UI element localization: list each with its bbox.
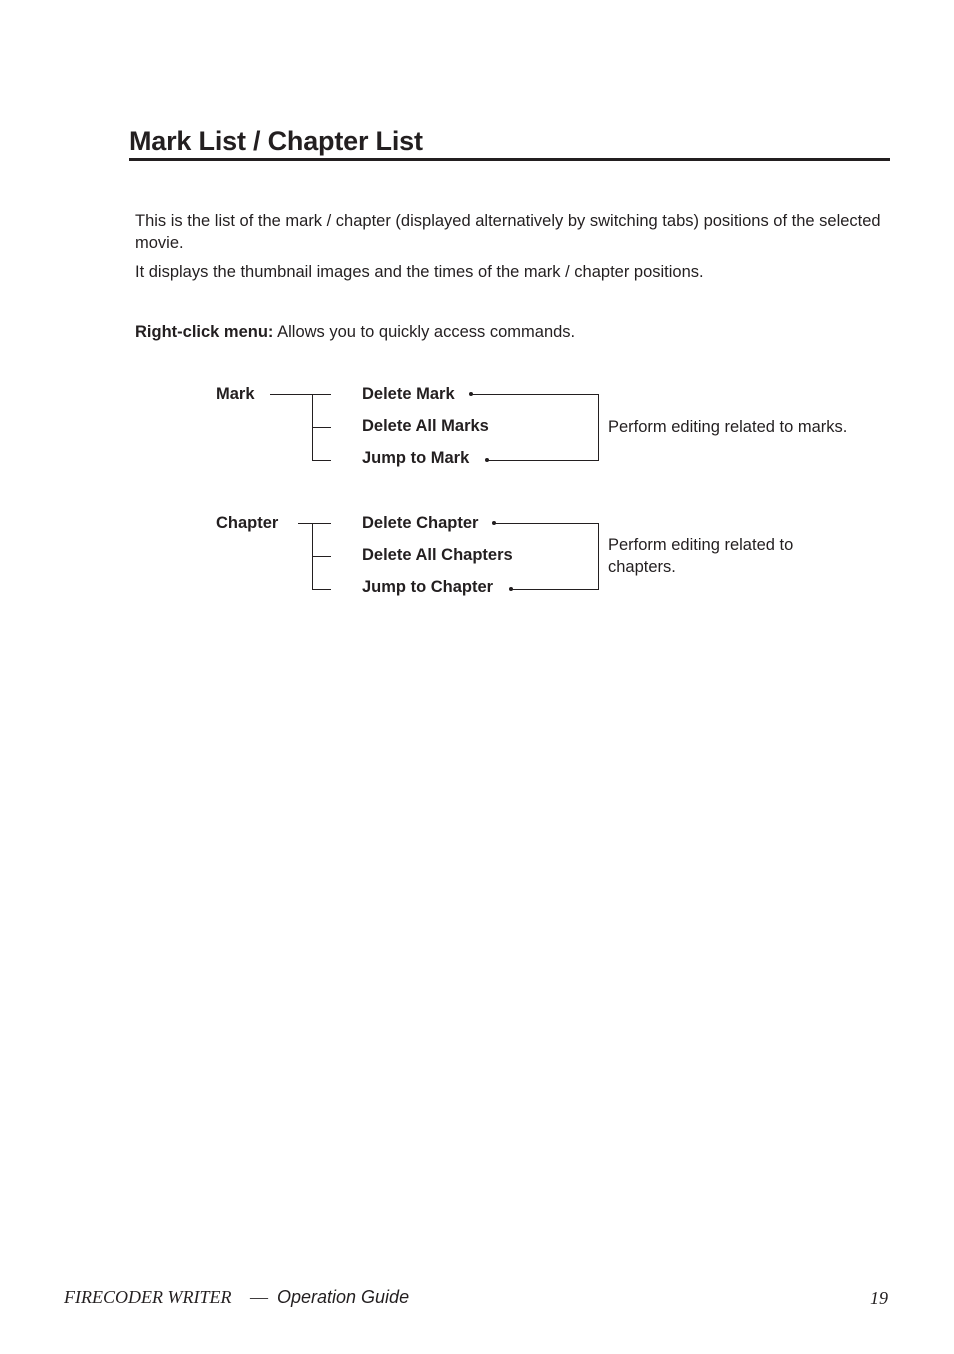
chapter-description: Perform editing related to chapters.: [608, 536, 794, 576]
chapter-branch-2: [312, 556, 331, 557]
title-underline: [129, 158, 890, 161]
chapter-bracket-side: [598, 523, 599, 590]
chapter-label: Chapter: [216, 514, 279, 532]
menu-item-delete-all-marks: Delete All Marks: [362, 417, 489, 435]
menu-item-delete-mark: Delete Mark: [362, 385, 455, 403]
intro-paragraph-2: It displays the thumbnail images and the times of the mark / chapter positions.: [135, 263, 704, 281]
mark-connector: [270, 394, 312, 395]
chapter-bracket-top: [494, 523, 599, 524]
footer-dash: —: [250, 1287, 268, 1307]
mark-bracket-top: [471, 394, 599, 395]
menu-item-delete-all-chapters: Delete All Chapters: [362, 546, 513, 564]
right-click-label: Right-click menu:: [135, 323, 274, 341]
mark-bracket-bottom: [487, 460, 599, 461]
footer-product-name: FIRECODER WRITER: [64, 1287, 232, 1307]
menu-item-delete-chapter: Delete Chapter: [362, 514, 479, 532]
right-click-paragraph: [135, 321, 895, 343]
mark-description: Perform editing related to marks.: [608, 418, 848, 436]
footer-guide-title: Operation Guide: [277, 1287, 410, 1307]
chapter-branch-1: [312, 523, 331, 524]
menu-item-jump-to-mark: Jump to Mark: [362, 449, 470, 467]
chapter-branch-3: [312, 589, 331, 590]
intro-paragraph-1: This is the list of the mark / chapter (displayed alternatively by switching tabs) positions of the selected movie.: [135, 212, 881, 252]
chapter-connector: [298, 523, 312, 524]
mark-branch-1: [312, 394, 331, 395]
mark-branch-3: [312, 460, 331, 461]
page-title: Mark List / Chapter List: [129, 126, 423, 156]
right-click-text: Allows you to quickly access commands.: [273, 323, 576, 341]
menu-item-jump-to-chapter: Jump to Chapter: [362, 578, 494, 596]
mark-label: Mark: [216, 385, 255, 403]
chapter-bracket-bottom: [511, 589, 599, 590]
page-number: 19: [870, 1288, 888, 1308]
mark-branch-2: [312, 427, 331, 428]
mark-bracket-side: [598, 394, 599, 461]
